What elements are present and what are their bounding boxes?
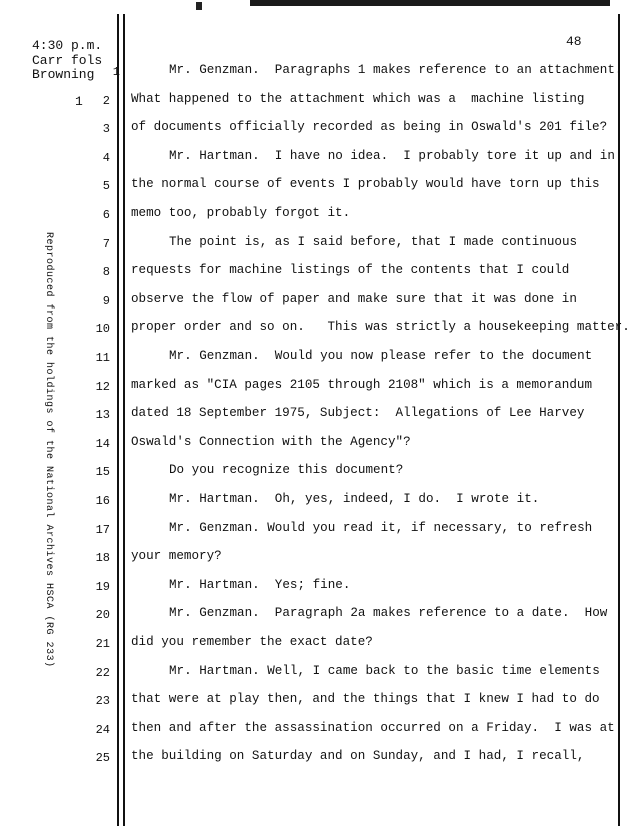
transcript-line: observe the flow of paper and make sure that it was done in bbox=[131, 291, 577, 306]
margin-rule-right bbox=[618, 14, 620, 826]
line-number: 17 bbox=[95, 522, 110, 537]
transcript-line: Mr. Hartman. Yes; fine. bbox=[169, 577, 351, 592]
line-number: 19 bbox=[95, 579, 110, 594]
line-number: 3 bbox=[102, 122, 110, 137]
line-number: 10 bbox=[95, 322, 110, 337]
transcript-line: What happened to the attachment which was a machine listing bbox=[131, 91, 585, 106]
transcript-line: proper order and so on. This was strictly a housekeeping matter. bbox=[131, 320, 630, 335]
transcript-line: Mr. Genzman. Would you now please refer to the document bbox=[169, 349, 593, 363]
line-number: 9 bbox=[102, 293, 110, 308]
margin-rule-left-inner bbox=[123, 14, 125, 826]
header-side-number: 1 bbox=[75, 94, 83, 109]
line-number: 21 bbox=[95, 637, 110, 651]
transcript-line: your memory? bbox=[131, 549, 222, 564]
line-number: 16 bbox=[95, 494, 110, 508]
header-reporter-2: Browning bbox=[32, 67, 95, 82]
transcript-line: requests for machine listings of the contents that I could bbox=[131, 263, 570, 278]
transcript-line: Mr. Hartman. Oh, yes, indeed, I do. I wrote it. bbox=[169, 492, 540, 506]
transcript-line: memo too, probably forgot it. bbox=[131, 206, 351, 220]
line-number: 15 bbox=[95, 465, 110, 480]
transcript-line: that were at play then, and the things that I knew I had to do bbox=[131, 692, 600, 707]
margin-rule-left bbox=[117, 14, 119, 826]
archive-stamp: Reproduced from the holdings of the National Archives HSCA (RG 233) bbox=[43, 232, 54, 668]
transcript-line: Do you recognize this document? bbox=[169, 463, 404, 478]
line-number: 23 bbox=[95, 694, 110, 709]
transcript-line: the normal course of events I probably would have torn up this bbox=[131, 177, 600, 192]
scan-top-mark bbox=[250, 0, 610, 6]
line-number: 7 bbox=[102, 236, 110, 251]
transcript-line: dated 18 September 1975, Subject: Allegations of Lee Harvey bbox=[131, 406, 585, 421]
line-number: 1 bbox=[112, 65, 120, 79]
transcript-line: Mr. Hartman. Well, I came back to the basic time elements bbox=[169, 663, 600, 678]
line-number: 4 bbox=[102, 150, 110, 165]
transcript-line: the building on Saturday and on Sunday, and I had, I recall, bbox=[131, 749, 585, 764]
transcript-line: The point is, as I said before, that I made continuous bbox=[169, 234, 578, 249]
page-number: 48 bbox=[566, 34, 582, 49]
line-number: 18 bbox=[95, 551, 110, 566]
line-number: 25 bbox=[95, 751, 110, 766]
line-number: 8 bbox=[102, 265, 110, 280]
line-number: 20 bbox=[95, 608, 110, 623]
transcript-line: Oswald's Connection with the Agency"? bbox=[131, 434, 411, 449]
line-number: 22 bbox=[95, 665, 110, 680]
line-number: 14 bbox=[95, 436, 110, 451]
line-number: 13 bbox=[95, 408, 110, 423]
line-number: 12 bbox=[95, 379, 110, 394]
line-number: 11 bbox=[95, 351, 110, 365]
transcript-line: did you remember the exact date? bbox=[131, 635, 373, 649]
scan-top-mark-small bbox=[196, 2, 202, 10]
transcript-line: Mr. Genzman. Would you read it, if necessary, to refresh bbox=[169, 520, 593, 535]
line-number: 5 bbox=[102, 179, 110, 194]
header-time: 4:30 p.m. bbox=[32, 38, 103, 53]
transcript-line: of documents officially recorded as being in Oswald's 201 file? bbox=[131, 120, 608, 135]
transcript-line: Mr. Hartman. I have no idea. I probably tore it up and in bbox=[169, 148, 615, 163]
line-number: 24 bbox=[95, 722, 110, 737]
header-reporter-1: Carr fols bbox=[32, 53, 103, 68]
transcript-line: Mr. Genzman. Paragraph 2a makes reference to a date. How bbox=[169, 606, 608, 621]
transcript-line: Mr. Genzman. Paragraphs 1 makes reference to an attachment. bbox=[169, 63, 623, 77]
transcript-line: then and after the assassination occurred on a Friday. I was at bbox=[131, 720, 615, 735]
line-number: 6 bbox=[102, 208, 110, 222]
line-number: 2 bbox=[102, 93, 110, 108]
transcript-line: marked as "CIA pages 2105 through 2108" which is a memorandum bbox=[131, 377, 593, 392]
